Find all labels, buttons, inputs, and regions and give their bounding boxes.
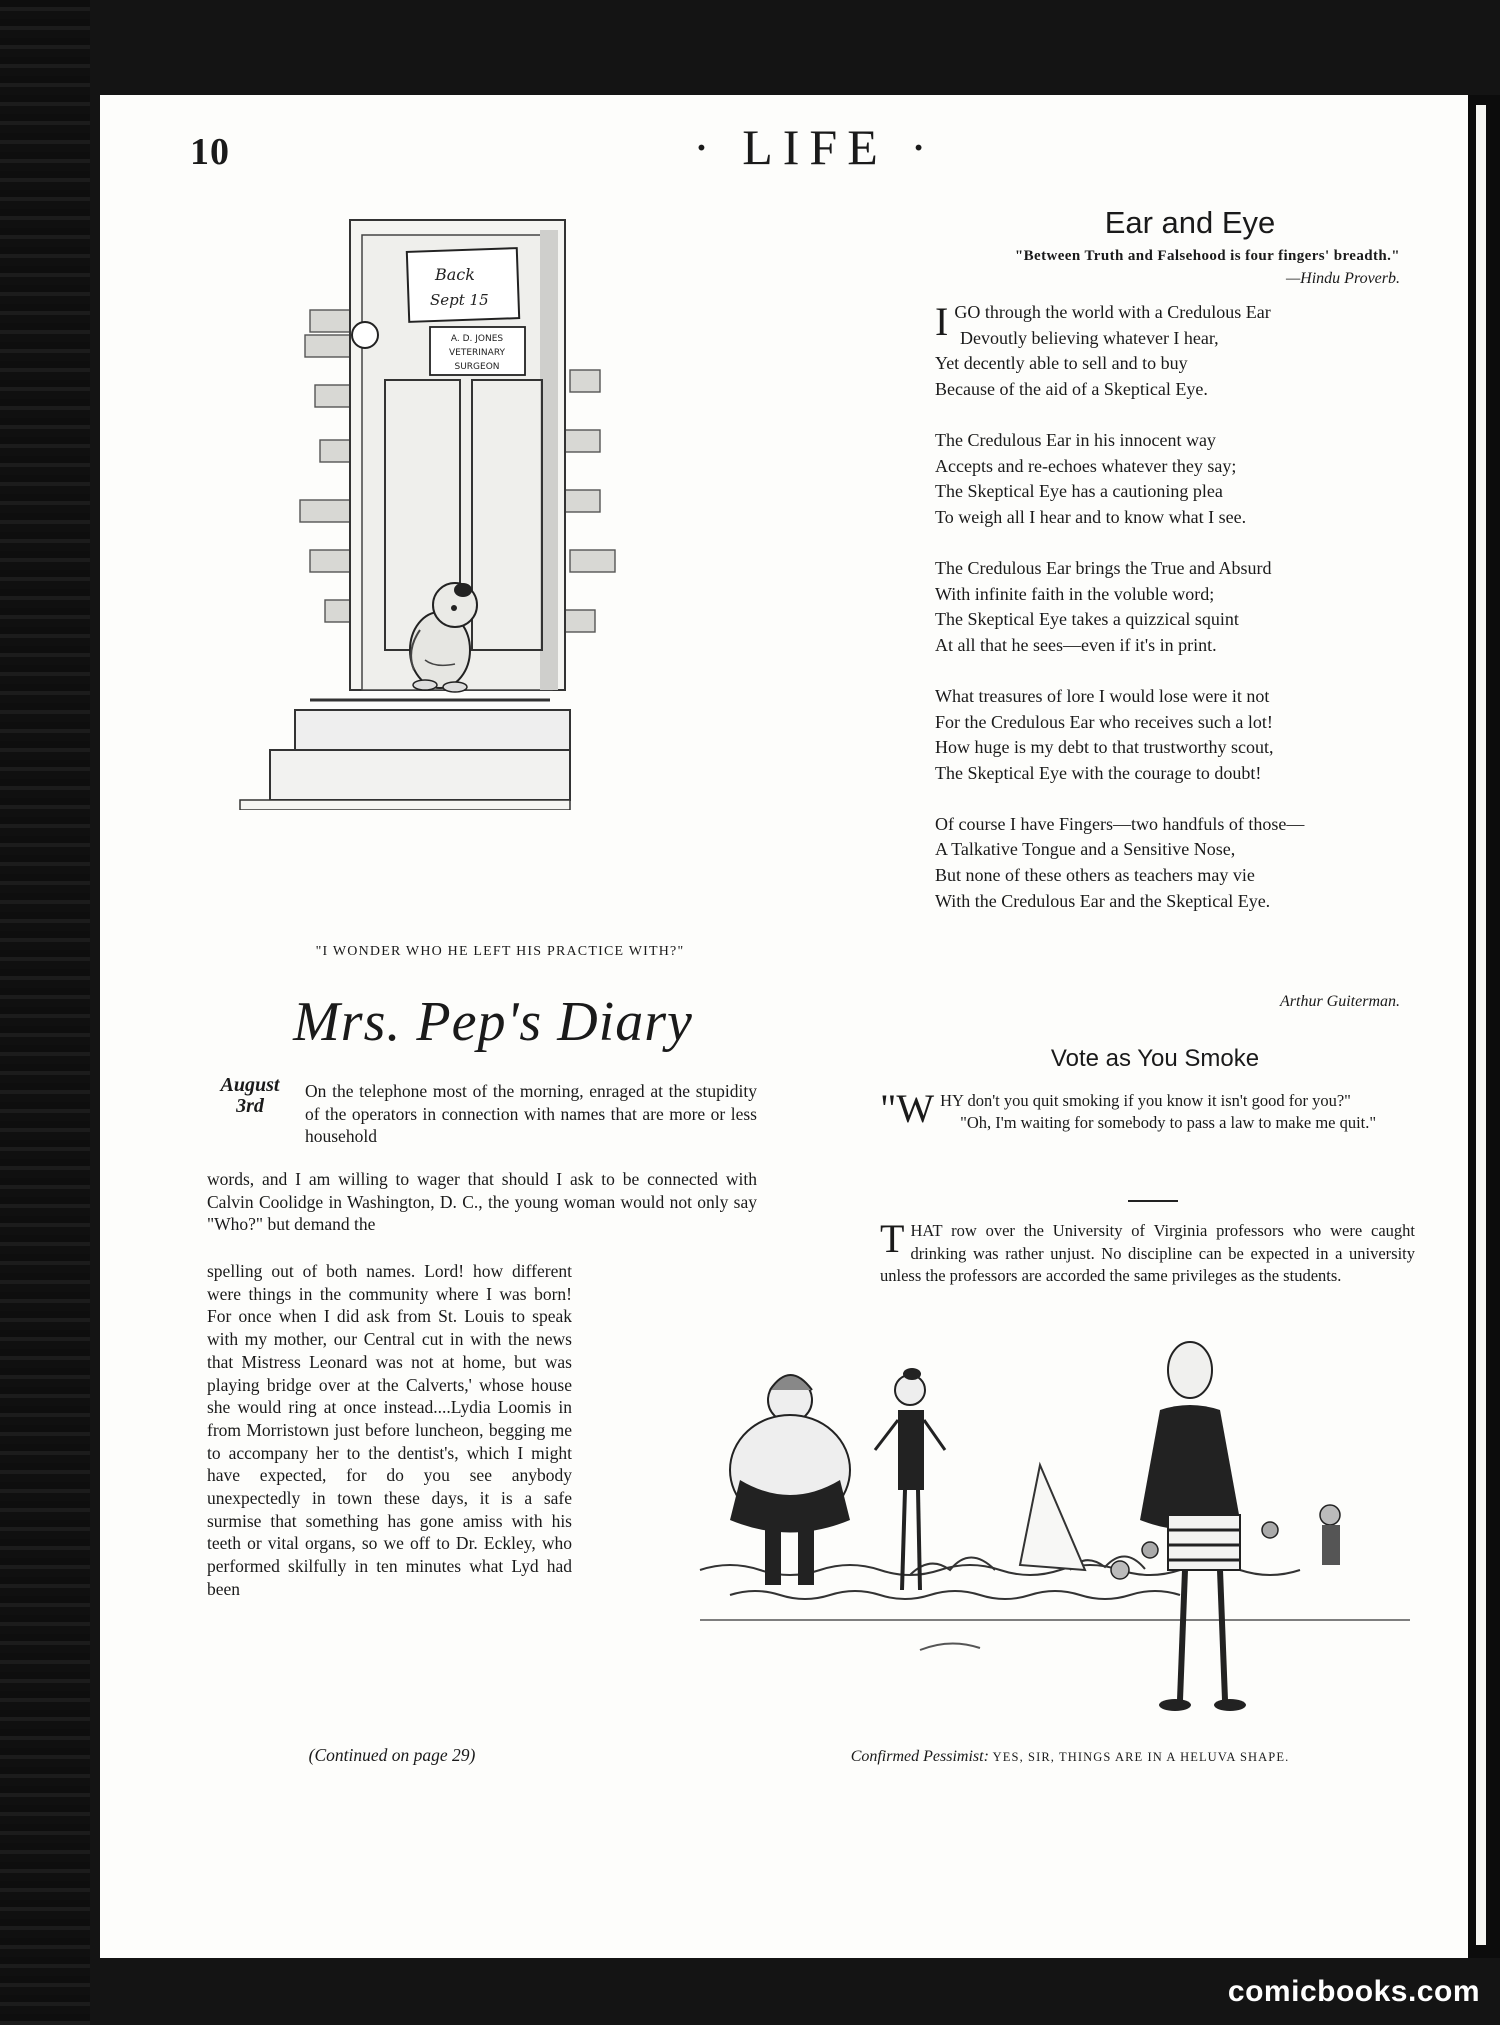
illustration-puppy-at-door [210,190,630,810]
masthead-title: · LIFE · [693,119,937,175]
poem-epigraph: "Between Truth and Falsehood is four fingers' breadth." [1014,248,1400,264]
poem-stanza [935,300,1415,402]
poem-body [935,300,1415,940]
door-plate-line-1: A. D. JONES [450,334,504,344]
virginia-text: HAT row over the University of Virginia professors who were caught drinking was rather unjust. No discipline can be expected in a university unless the professors are accorded the same privileges as the students. [880,1221,1415,1285]
poem-dropcap: I [935,299,949,344]
poem-line: Of course I have Fingers—two handfuls of those— [935,813,1305,834]
poem-line: The Skeptical Eye has a cautioning plea [935,481,1223,502]
poem-line: With infinite faith in the voluble word; [935,583,1215,604]
scan-background-edge [0,0,90,2025]
illustration-caption-pessimist [700,1748,1440,1766]
poem-line: Devoutly believing whatever I hear, [960,327,1219,348]
poem-stanza [935,812,1415,914]
poem-line: At all that he sees—even if it's in print. [935,634,1217,655]
sign-line-2: Sept 15 [430,291,489,309]
poem-line: But none of these others as teachers may vie [935,865,1255,886]
page-number: 10 [190,131,230,173]
sign-line-1: Back [435,265,475,284]
poem-line: GO through the world with a Credulous Ear [954,302,1271,322]
illustration-caption-puppy: "I WONDER WHO HE LEFT HIS PRACTICE WITH?" [315,944,685,959]
poem-line: Accepts and re-echoes whatever they say; [935,455,1237,476]
stout-bather [730,1375,850,1585]
door-plate-line-3: SURGEON [454,362,500,372]
watermark-site: comicbooks.com [1227,1975,1480,2008]
poem-line: What treasures of lore I would lose were it not [935,685,1270,706]
vote-question-text: HY don't you quit smoking if you know it isn't good for you?" [940,1091,1351,1110]
poem-line: The Credulous Ear in his innocent way [935,429,1216,450]
poem-line: The Skeptical Eye with the courage to doubt! [935,762,1262,783]
illustration-beach-pessimist [690,1330,1420,1740]
pessimist-man [1140,1342,1246,1711]
poem-author: Arthur Guiterman. [1280,993,1400,1010]
virginia-dropcap: T [880,1216,905,1261]
poem-line: With the Credulous Ear and the Skeptical Eye. [935,890,1271,911]
diary-title: Mrs. Pep's Diary [293,991,693,1053]
poem-epigraph-source: —Hindu Proverb. [1285,270,1400,287]
poem-stanza [935,556,1415,658]
door-plate-line-2: VETERINARY [449,348,505,358]
vote-text [880,1086,1415,1134]
vote-dropcap: "W [880,1086,935,1131]
diary-text-full-width: words, and I am willing to wager that should I ask to be connected with Calvin Coolidge in Washington, D. C., the young woman would not only say "Who?" but demand the [207,1169,757,1235]
poem-line: For the Credulous Ear who receives such a lot! [935,711,1273,732]
poem-title: Ear and Eye [1104,205,1276,240]
poem-line: The Credulous Ear brings the True and Absurd [935,557,1272,578]
thin-bather [875,1368,945,1590]
poem-line: Yet decently able to sell and to buy [935,353,1188,374]
diary-date-month: August [220,1074,280,1096]
diary-text-narrow-column: spelling out of both names. Lord! how different were things in the community where I was born! For once when I did ask from St. Louis to speak with my mother, our Central cut in with the news that Mistress Leonard was not at home, but was playing bridge over at the Calverts,' whose house she would ring at once instead....Lydia Loomis in from Morristown just before luncheon, begging me to accompany her to the dentist's, which I might have expected, for do you see anybody unexpectedly in town these days, it is a safe surmise that something has gone amiss with his teeth or vital organs, so we off to Dr. Eckley, who performed skilfully in ten minutes what Lyd had been [207,1261,572,1599]
caption-text: YES, SIR, THINGS ARE IN A HELUVA SHAPE. [992,1750,1290,1764]
poem-stanza [935,684,1415,786]
diary-continued-note: (Continued on page 29) [308,1745,476,1765]
diary-date-day: 3rd [236,1095,264,1117]
vote-answer: "Oh, I'm waiting for somebody to pass a law to make me quit." [960,1113,1377,1132]
poem-line: The Skeptical Eye takes a quizzical squint [935,609,1239,630]
next-page-edge [1468,95,1500,1958]
diary-date [210,1075,290,1117]
vote-title: Vote as You Smoke [1050,1045,1260,1072]
caption-speaker: Confirmed Pessimist: [850,1748,989,1765]
section-divider [1128,1200,1178,1202]
poem-line: Because of the aid of a Skeptical Eye. [935,378,1208,399]
poem-line: A Talkative Tongue and a Sensitive Nose, [935,839,1236,860]
poem-stanza [935,428,1415,530]
poem-line: How huge is my debt to that trustworthy scout, [935,737,1274,758]
virginia-paragraph [880,1216,1415,1288]
diary-text-opening: On the telephone most of the morning, enraged at the stupidity of the operators in connection with names that are more or less household [305,1081,757,1147]
poem-line: To weigh all I hear and to know what I see. [935,506,1247,527]
